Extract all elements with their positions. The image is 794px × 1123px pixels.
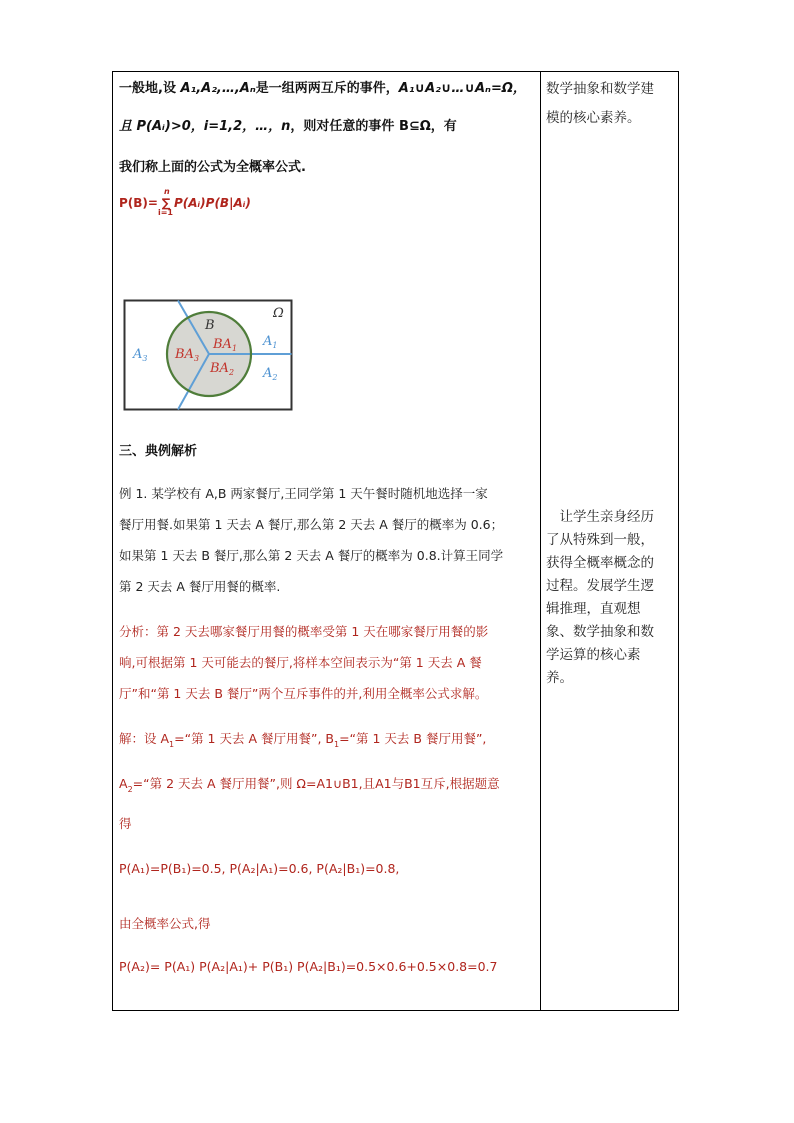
note-2-line: 让学生亲身经历 — [546, 509, 654, 525]
example-line-2: 餐厅用餐.如果第 1 天去 A 餐厅,那么第 2 天去 A 餐厅的概率为 0.6； — [119, 517, 504, 532]
total-probability-formula — [119, 187, 251, 217]
note-2-line: 获得全概率概念的 — [546, 555, 654, 571]
solution-line-3: 得 — [119, 816, 132, 831]
note-1-line: 模的核心素养。 — [546, 110, 641, 126]
note-2-line: 了从特殊到一般， — [546, 532, 654, 548]
example-line-3: 如果第 1 天去 B 餐厅,那么第 2 天去 A 餐厅的概率为 0.8.计算王同学 — [119, 548, 504, 563]
example-line-4: 第 2 天去 A 餐厅用餐的概率. — [119, 579, 281, 594]
sigma-sign: ∑ — [161, 196, 171, 210]
def-condition: 且 P(Aᵢ)>0，i=1,2，…，n — [119, 119, 291, 134]
analysis-line-3: 厅”和“第 1 天去 B 餐厅”两个互斥事件的并,利用全概率公式求解。 — [119, 686, 488, 701]
def-union: A₁∪A₂∪…∪Aₙ=Ω， — [398, 81, 526, 96]
note-2 — [546, 506, 654, 690]
note-2-line: 过程。发展学生逻 — [546, 578, 654, 594]
analysis-line-1: 分析：第 2 天去哪家餐厅用餐的概率受第 1 天在哪家餐厅用餐的影 — [119, 624, 489, 639]
sigma-lower: i=1 — [157, 208, 173, 217]
solution-probabilities: P(A₁)=P(B₁)=0.5, P(A₂|A₁)=0.6, P(A₂|B₁)=0.8, — [119, 861, 400, 876]
section-title: 三、典例解析 — [119, 444, 198, 459]
definition-line-3: 我们称上面的公式为全概率公式. — [119, 160, 306, 175]
solution-final: P(A₂)= P(A₁) P(A₂|A₁)+ P(B₁) P(A₂|B₁)=0.5×0.6+0.5×0.8=0.7 — [119, 959, 498, 974]
note-2-line: 辑推理，直观想 — [546, 601, 641, 617]
sigma-upper: n — [163, 187, 170, 196]
note-1 — [546, 78, 654, 130]
def-mid: 是一组两两互斥的事件， — [255, 81, 399, 96]
column-divider — [540, 72, 541, 1010]
ba2-label: $BA_2$ — [210, 361, 235, 377]
definition-line-2 — [119, 115, 457, 134]
a3-label: $A_3$ — [133, 347, 148, 363]
solution-line-1: 解：设 $A_1=“$第 1 天去 A 餐厅用餐”, $B_1=“$第 1 天去 B 餐厅用餐”, — [119, 731, 487, 749]
b-label: B — [205, 318, 215, 333]
def-rest: ，则对任意的事件 B⊆Ω，有 — [290, 119, 457, 134]
def-prefix: 一般地,设 — [119, 81, 181, 96]
a1-label: $A_1$ — [263, 334, 278, 350]
note-1-line: 数学抽象和数学建 — [546, 81, 654, 97]
ba1-label: $BA_1$ — [213, 337, 238, 353]
ba3-label: $BA_3$ — [175, 347, 200, 363]
note-2-line: 象、数学抽象和数 — [546, 624, 654, 640]
note-2-line: 学运算的核心素 — [546, 647, 641, 663]
definition-line-1 — [119, 77, 526, 96]
def-events: A₁,A₂,…,Aₙ — [180, 81, 256, 96]
example-line-1: 例 1. 某学校有 A,B 两家餐厅,王同学第 1 天午餐时随机地选择一家 — [119, 486, 488, 501]
omega-label: Ω — [273, 306, 284, 321]
solution-by-total: 由全概率公式,得 — [119, 916, 211, 931]
formula-lhs: P(B)= — [119, 196, 158, 210]
partition-diagram — [123, 299, 293, 411]
analysis-line-2: 响,可根据第 1 天可能去的餐厅,将样本空间表示为“第 1 天去 A 餐 — [119, 655, 482, 670]
note-2-line: 养。 — [546, 670, 573, 686]
sigma-group — [157, 187, 174, 217]
solution-line-2: $A_2=“$第 2 天去 A 餐厅用餐”,则 Ω=A1∪B1,且A1与B1互斥,根据题意 — [119, 776, 500, 794]
a2-label: $A_2$ — [263, 366, 278, 382]
formula-rhs: P(Aᵢ)P(B|Aᵢ) — [173, 196, 251, 210]
